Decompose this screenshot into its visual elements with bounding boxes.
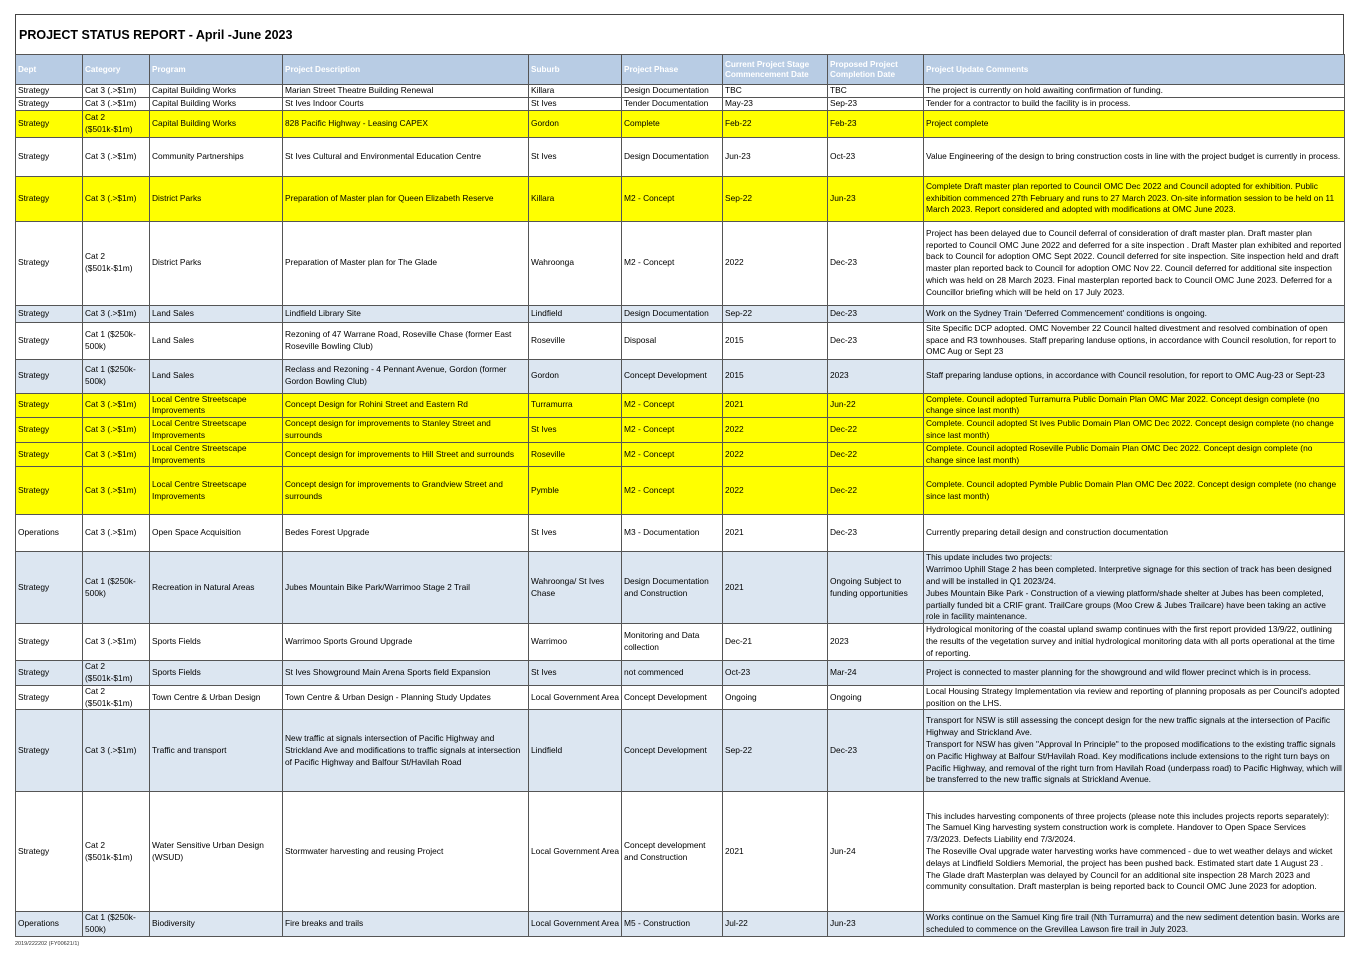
table-row [16, 552, 1345, 624]
cell-suburb: St Ives [529, 515, 622, 552]
cell-completion-date: Dec-22 [828, 442, 924, 467]
cell-commencement-date: 2015 [723, 322, 828, 359]
cell-category: Cat 1 ($250k-500k) [83, 552, 150, 624]
cell-dept: Strategy [16, 442, 83, 467]
cell-update-comments: This update includes two projects: Warrimoo Uphill Stage 2 has been completed. Interpretive signage for this section of track has been designed and will be installed in Q1 2023/24. Jubes Mountain Bike Park - Construction of a viewing platform/shade shelter at Jubes has been completed, partially funded bit a CRIF grant. TrailCare groups (Moo Crew & Jubes Trailcare) have been taking an active role in facility maintenance. [924, 552, 1345, 624]
cell-project-phase: Design Documentation [622, 137, 723, 176]
cell-commencement-date: Jul-22 [723, 912, 828, 937]
cell-completion-date: Jun-23 [828, 176, 924, 221]
cell-dept: Strategy [16, 305, 83, 322]
header-update-comments: Project Update Comments [924, 55, 1345, 85]
cell-update-comments: Works continue on the Samuel King fire trail (Nth Turramurra) and the new sediment detention basin. Works are scheduled to commence on the Grevillea Lawson fire trail in July 2023. [924, 912, 1345, 937]
header-suburb: Suburb [529, 55, 622, 85]
cell-program: Biodiversity [150, 912, 283, 937]
cell-commencement-date: TBC [723, 85, 828, 98]
cell-program: Water Sensitive Urban Design (WSUD) [150, 792, 283, 912]
cell-suburb: Wahroonga [529, 221, 622, 305]
report-title-box [15, 14, 1344, 54]
cell-program: Open Space Acquisition [150, 515, 283, 552]
cell-completion-date: Sep-23 [828, 97, 924, 110]
cell-program: Traffic and transport [150, 710, 283, 792]
table-row [16, 661, 1345, 686]
table-row [16, 110, 1345, 137]
cell-program: Sports Fields [150, 661, 283, 686]
cell-commencement-date: 2021 [723, 792, 828, 912]
cell-project-description: St Ives Cultural and Environmental Education Centre [283, 137, 529, 176]
cell-category: Cat 1 ($250k-500k) [83, 912, 150, 937]
cell-project-phase: not commenced [622, 661, 723, 686]
cell-project-description: Concept Design for Rohini Street and Eastern Rd [283, 393, 529, 418]
cell-suburb: Pymble [529, 467, 622, 515]
cell-suburb: Lindfield [529, 710, 622, 792]
cell-dept: Strategy [16, 110, 83, 137]
table-row [16, 85, 1345, 98]
cell-dept: Strategy [16, 137, 83, 176]
cell-dept: Strategy [16, 393, 83, 418]
cell-dept: Strategy [16, 624, 83, 661]
cell-category: Cat 3 (.>$1m) [83, 137, 150, 176]
cell-update-comments: Transport for NSW is still assessing the concept design for the new traffic signals at the intersection of Pacific Highway and Strickland Ave. Transport for NSW has given "Approval In Principle" to the proposed modifications to the existing traffic signals on Pacific Highway at Balfour St/Havilah Road. Key modifications include extensions to the right turn bays on Pacific Highway, and removal of the right turn from Havilah Road (underpass road) to Pacific Highway, which will be transferred to the new traffic signals at Strickland Avenue. [924, 710, 1345, 792]
cell-dept: Strategy [16, 685, 83, 710]
cell-project-phase: M3 - Documentation [622, 515, 723, 552]
table-row [16, 137, 1345, 176]
table-row [16, 467, 1345, 515]
cell-commencement-date: 2022 [723, 442, 828, 467]
header-category: Category [83, 55, 150, 85]
cell-category: Cat 3 (.>$1m) [83, 85, 150, 98]
cell-update-comments: Currently preparing detail design and construction documentation [924, 515, 1345, 552]
cell-project-phase: Tender Documentation [622, 97, 723, 110]
cell-commencement-date: May-23 [723, 97, 828, 110]
cell-suburb: Roseville [529, 322, 622, 359]
cell-suburb: Gordon [529, 359, 622, 393]
cell-completion-date: Jun-22 [828, 393, 924, 418]
cell-commencement-date: 2022 [723, 418, 828, 443]
cell-project-phase: Disposal [622, 322, 723, 359]
cell-completion-date: Jun-24 [828, 792, 924, 912]
cell-project-phase: Concept Development [622, 710, 723, 792]
header-commencement-date: Current Project Stage Commencement Date [723, 55, 828, 85]
cell-dept: Strategy [16, 661, 83, 686]
cell-dept: Strategy [16, 221, 83, 305]
cell-project-phase: M5 - Construction [622, 912, 723, 937]
cell-dept: Operations [16, 912, 83, 937]
cell-update-comments: Project has been delayed due to Council deferral of consideration of draft master plan. Draft master plan reported to Council OMC June 2022 and deferred for a site inspection . Draft Master plan exhibited and reported back to Council for adoption OMC Sept 2022. Council deferred for site inspection. Site inspection held and draft master plan reported back to Council for adoption OMC Nov 22. Council deferred for additional site inspection which was held on 28 March 2023. Final masterplan reported back to Council OMC June 2023. Deferred for a Councillor briefing which will be held on 17 July 2023. [924, 221, 1345, 305]
cell-program: District Parks [150, 176, 283, 221]
cell-program: Local Centre Streetscape Improvements [150, 467, 283, 515]
cell-program: Local Centre Streetscape Improvements [150, 393, 283, 418]
cell-category: Cat 3 (.>$1m) [83, 710, 150, 792]
cell-commencement-date: 2015 [723, 359, 828, 393]
table-row [16, 685, 1345, 710]
cell-update-comments: Project is connected to master planning for the showground and wild flower precinct which is in process. [924, 661, 1345, 686]
cell-project-phase: Design Documentation [622, 85, 723, 98]
cell-completion-date: Dec-23 [828, 322, 924, 359]
header-completion-date: Proposed Project Completion Date [828, 55, 924, 85]
cell-dept: Strategy [16, 792, 83, 912]
cell-program: Local Centre Streetscape Improvements [150, 418, 283, 443]
cell-commencement-date: 2022 [723, 467, 828, 515]
cell-suburb: St Ives [529, 661, 622, 686]
cell-category: Cat 3 (.>$1m) [83, 515, 150, 552]
table-row [16, 176, 1345, 221]
cell-project-phase: Design Documentation [622, 305, 723, 322]
table-row [16, 624, 1345, 661]
cell-category: Cat 1 ($250k-500k) [83, 322, 150, 359]
cell-completion-date: Ongoing Subject to funding opportunities [828, 552, 924, 624]
cell-project-description: Concept design for improvements to Grandview Street and surrounds [283, 467, 529, 515]
header-program: Program [150, 55, 283, 85]
cell-update-comments: Work on the Sydney Train 'Deferred Commencement' conditions is ongoing. [924, 305, 1345, 322]
cell-update-comments: Complete. Council adopted Turramurra Public Domain Plan OMC Mar 2022. Concept design complete (no change since last month) [924, 393, 1345, 418]
header-row [16, 55, 1345, 85]
cell-category: Cat 3 (.>$1m) [83, 97, 150, 110]
project-status-table [15, 54, 1345, 937]
header-project-phase: Project Phase [622, 55, 723, 85]
cell-category: Cat 1 ($250k-500k) [83, 359, 150, 393]
cell-suburb: St Ives [529, 418, 622, 443]
cell-completion-date: TBC [828, 85, 924, 98]
cell-program: Land Sales [150, 305, 283, 322]
cell-project-description: Concept design for improvements to Hill Street and surrounds [283, 442, 529, 467]
cell-completion-date: Dec-23 [828, 305, 924, 322]
cell-suburb: Local Government Area [529, 792, 622, 912]
cell-completion-date: Dec-22 [828, 418, 924, 443]
table-row [16, 221, 1345, 305]
cell-project-description: Bedes Forest Upgrade [283, 515, 529, 552]
cell-completion-date: Dec-22 [828, 467, 924, 515]
cell-suburb: St Ives [529, 137, 622, 176]
cell-program: Recreation in Natural Areas [150, 552, 283, 624]
cell-completion-date: Dec-23 [828, 710, 924, 792]
cell-completion-date: Oct-23 [828, 137, 924, 176]
cell-suburb: Lindfield [529, 305, 622, 322]
cell-update-comments: Complete. Council adopted Pymble Public Domain Plan OMC Dec 2022. Concept design complete (no change since last month) [924, 467, 1345, 515]
cell-dept: Strategy [16, 97, 83, 110]
cell-update-comments: Site Specific DCP adopted. OMC November 22 Council halted divestment and resolved combination of open space and R3 townhouses. Staff preparing landuse options, in accordance with Council resolution, for report to OMC Aug or Sept 23 [924, 322, 1345, 359]
cell-project-phase: M2 - Concept [622, 442, 723, 467]
cell-commencement-date: Dec-21 [723, 624, 828, 661]
cell-project-phase: Monitoring and Data collection [622, 624, 723, 661]
cell-update-comments: Local Housing Strategy Implementation via review and reporting of planning proposals as per Council's adopted position on the LHS. [924, 685, 1345, 710]
cell-dept: Strategy [16, 85, 83, 98]
cell-program: Capital Building Works [150, 85, 283, 98]
cell-program: Town Centre & Urban Design [150, 685, 283, 710]
table-row [16, 97, 1345, 110]
table-row [16, 359, 1345, 393]
cell-suburb: Wahroonga/ St Ives Chase [529, 552, 622, 624]
cell-completion-date: Dec-23 [828, 221, 924, 305]
cell-commencement-date: Oct-23 [723, 661, 828, 686]
cell-commencement-date: Jun-23 [723, 137, 828, 176]
cell-project-phase: Design Documentation and Construction [622, 552, 723, 624]
cell-update-comments: The project is currently on hold awaiting confirmation of funding. [924, 85, 1345, 98]
cell-commencement-date: 2022 [723, 221, 828, 305]
cell-update-comments: Value Engineering of the design to bring construction costs in line with the project budget is currently in process. [924, 137, 1345, 176]
cell-commencement-date: Sep-22 [723, 176, 828, 221]
cell-commencement-date: Ongoing [723, 685, 828, 710]
cell-commencement-date: 2021 [723, 515, 828, 552]
cell-update-comments: Complete Draft master plan reported to Council OMC Dec 2022 and Council adopted for exhibition. Public exhibition commenced 27th February and runs to 27 March 2023. On-site information session to be held on 11 March 2023. Report considered and adopted with modifications at OMC June 2023. [924, 176, 1345, 221]
cell-completion-date: Jun-23 [828, 912, 924, 937]
cell-dept: Strategy [16, 359, 83, 393]
cell-project-description: Warrimoo Sports Ground Upgrade [283, 624, 529, 661]
cell-completion-date: Dec-23 [828, 515, 924, 552]
cell-project-phase: M2 - Concept [622, 221, 723, 305]
table-row [16, 442, 1345, 467]
cell-project-description: Marian Street Theatre Building Renewal [283, 85, 529, 98]
cell-project-description: St Ives Indoor Courts [283, 97, 529, 110]
cell-project-phase: Concept Development [622, 685, 723, 710]
cell-program: Capital Building Works [150, 110, 283, 137]
cell-project-description: Town Centre & Urban Design - Planning Study Updates [283, 685, 529, 710]
cell-category: Cat 2 ($501k-$1m) [83, 661, 150, 686]
cell-program: Capital Building Works [150, 97, 283, 110]
cell-program: Local Centre Streetscape Improvements [150, 442, 283, 467]
cell-category: Cat 3 (.>$1m) [83, 624, 150, 661]
cell-project-description: St Ives Showground Main Arena Sports field Expansion [283, 661, 529, 686]
header-project-description: Project Description [283, 55, 529, 85]
report-sheet [15, 14, 1344, 937]
cell-update-comments: This includes harvesting components of three projects (please note this includes projects reports separately): The Samuel King harvesting system construction work is complete. Handover to Open Space Services 7/3/2023. Defects Liability end 7/3/2024. The Roseville Oval upgrade water harvesting works have commenced - due to wet weather delays and wicket delays at Lindfield Soldiers Memorial, the project has been pushed back. Estimated start date 1 August 23 . The Glade draft Masterplan was delayed by Council for an additional site inspection 28 March 2023 and community consultation. Draft masterplan is being reported back to Council OMC June 2023 for adoption. [924, 792, 1345, 912]
table-row [16, 912, 1345, 937]
cell-program: Community Partnerships [150, 137, 283, 176]
report-title: PROJECT STATUS REPORT - April -June 2023 [19, 27, 293, 42]
cell-project-phase: M2 - Concept [622, 176, 723, 221]
table-row [16, 418, 1345, 443]
cell-category: Cat 3 (.>$1m) [83, 305, 150, 322]
cell-program: Sports Fields [150, 624, 283, 661]
cell-project-description: Stormwater harvesting and reusing Project [283, 792, 529, 912]
table-row [16, 792, 1345, 912]
cell-dept: Strategy [16, 176, 83, 221]
table-row [16, 322, 1345, 359]
cell-dept: Operations [16, 515, 83, 552]
cell-commencement-date: Feb-22 [723, 110, 828, 137]
cell-suburb: Warrimoo [529, 624, 622, 661]
table-body [16, 85, 1345, 937]
document-reference: 2019/222202 (FY00621/1) [15, 941, 80, 947]
cell-update-comments: Complete. Council adopted St Ives Public Domain Plan OMC Dec 2022. Concept design complete (no change since last month) [924, 418, 1345, 443]
cell-completion-date: 2023 [828, 624, 924, 661]
cell-suburb: Roseville [529, 442, 622, 467]
cell-update-comments: Complete. Council adopted Roseville Public Domain Plan OMC Dec 2022. Concept design complete (no change since last month) [924, 442, 1345, 467]
cell-commencement-date: 2021 [723, 552, 828, 624]
cell-update-comments: Hydrological monitoring of the coastal upland swamp continues with the first report provided 13/9/22, outlining the results of the vegetation survey and initial hydrological monitoring data with all ports operational at the time of reporting. [924, 624, 1345, 661]
cell-category: Cat 3 (.>$1m) [83, 393, 150, 418]
cell-project-phase: Concept Development [622, 359, 723, 393]
cell-program: Land Sales [150, 359, 283, 393]
cell-project-phase: Complete [622, 110, 723, 137]
cell-project-description: Concept design for improvements to Stanley Street and surrounds [283, 418, 529, 443]
cell-suburb: Killara [529, 85, 622, 98]
table-row [16, 710, 1345, 792]
cell-commencement-date: Sep-22 [723, 710, 828, 792]
cell-project-description: Rezoning of 47 Warrane Road, Roseville Chase (former East Roseville Bowling Club) [283, 322, 529, 359]
cell-suburb: Gordon [529, 110, 622, 137]
cell-suburb: Turramurra [529, 393, 622, 418]
cell-category: Cat 3 (.>$1m) [83, 176, 150, 221]
cell-update-comments: Staff preparing landuse options, in accordance with Council resolution, for report to OMC Aug-23 or Sept-23 [924, 359, 1345, 393]
cell-category: Cat 3 (.>$1m) [83, 467, 150, 515]
cell-completion-date: Mar-24 [828, 661, 924, 686]
cell-project-phase: M2 - Concept [622, 418, 723, 443]
cell-completion-date: 2023 [828, 359, 924, 393]
cell-update-comments: Project complete [924, 110, 1345, 137]
cell-category: Cat 3 (.>$1m) [83, 418, 150, 443]
table-row [16, 515, 1345, 552]
cell-dept: Strategy [16, 418, 83, 443]
cell-suburb: Local Government Area [529, 912, 622, 937]
cell-project-description: Preparation of Master plan for The Glade [283, 221, 529, 305]
header-dept: Dept [16, 55, 83, 85]
cell-category: Cat 3 (.>$1m) [83, 442, 150, 467]
cell-suburb: Killara [529, 176, 622, 221]
cell-program: District Parks [150, 221, 283, 305]
cell-category: Cat 2 ($501k-$1m) [83, 221, 150, 305]
cell-category: Cat 2 ($501k-$1m) [83, 685, 150, 710]
cell-project-phase: M2 - Concept [622, 393, 723, 418]
cell-completion-date: Ongoing [828, 685, 924, 710]
cell-project-phase: Concept development and Construction [622, 792, 723, 912]
cell-commencement-date: Sep-22 [723, 305, 828, 322]
cell-program: Land Sales [150, 322, 283, 359]
cell-project-description: 828 Pacific Highway - Leasing CAPEX [283, 110, 529, 137]
cell-category: Cat 2 ($501k-$1m) [83, 110, 150, 137]
cell-project-description: Reclass and Rezoning - 4 Pennant Avenue, Gordon (former Gordon Bowling Club) [283, 359, 529, 393]
cell-commencement-date: 2021 [723, 393, 828, 418]
cell-project-description: New traffic at signals intersection of Pacific Highway and Strickland Ave and modifications to traffic signals at intersection of Pacific Highway and Balfour St/Havilah Road [283, 710, 529, 792]
cell-completion-date: Feb-23 [828, 110, 924, 137]
table-row [16, 305, 1345, 322]
cell-project-description: Preparation of Master plan for Queen Elizabeth Reserve [283, 176, 529, 221]
cell-dept: Strategy [16, 467, 83, 515]
cell-update-comments: Tender for a contractor to build the facility is in process. [924, 97, 1345, 110]
cell-suburb: St Ives [529, 97, 622, 110]
cell-project-description: Fire breaks and trails [283, 912, 529, 937]
cell-dept: Strategy [16, 322, 83, 359]
cell-project-description: Jubes Mountain Bike Park/Warrimoo Stage 2 Trail [283, 552, 529, 624]
cell-suburb: Local Government Area [529, 685, 622, 710]
cell-dept: Strategy [16, 710, 83, 792]
cell-category: Cat 2 ($501k-$1m) [83, 792, 150, 912]
table-row [16, 393, 1345, 418]
cell-project-description: Lindfield Library Site [283, 305, 529, 322]
cell-project-phase: M2 - Concept [622, 467, 723, 515]
cell-dept: Strategy [16, 552, 83, 624]
